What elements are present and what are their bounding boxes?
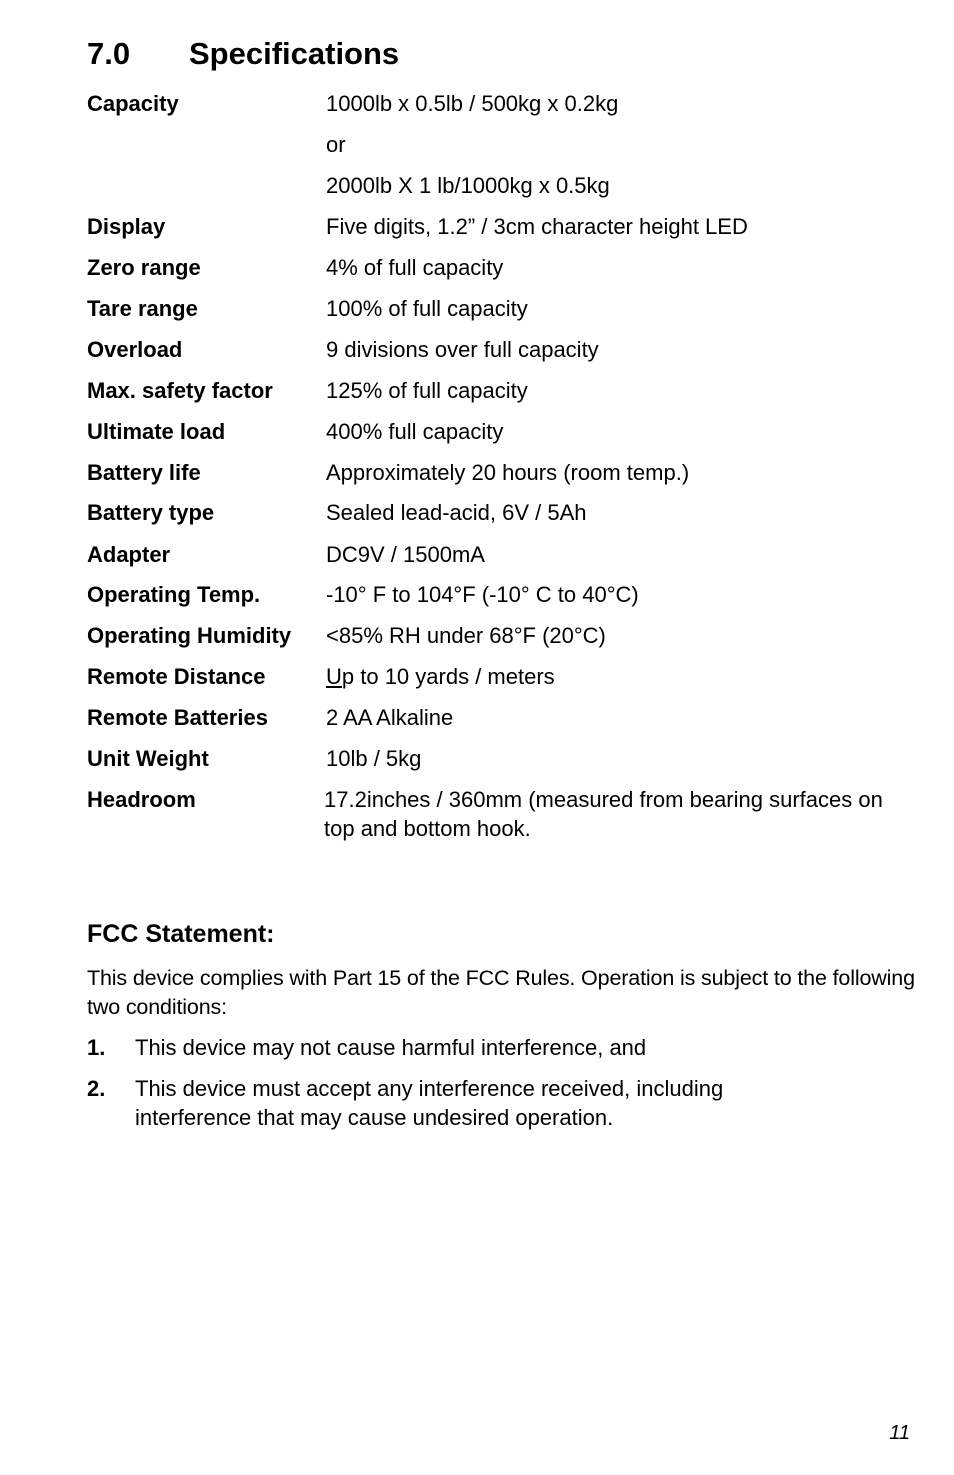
section-title: Specifications	[189, 36, 400, 71]
spec-label: Adapter	[87, 542, 171, 567]
spec-value-initial: U	[326, 664, 342, 689]
fcc-item-number: 1.	[87, 1035, 106, 1060]
spec-label: Tare range	[87, 296, 198, 321]
spec-label: Display	[87, 214, 166, 239]
spec-value	[326, 662, 926, 691]
spec-value: 2000lb X 1 lb/1000kg x 0.5kg	[326, 173, 610, 198]
spec-label: Capacity	[87, 91, 179, 116]
spec-value: DC9V / 1500mA	[326, 542, 485, 567]
section-number: 7.0	[87, 36, 131, 71]
spec-label: Headroom	[87, 787, 196, 812]
spec-label: Battery life	[87, 460, 201, 485]
spec-label: Remote Distance	[87, 664, 266, 689]
fcc-item-number: 2.	[87, 1076, 106, 1101]
fcc-item-text: This device must accept any interference received, including interference that may cause undesired operation.	[135, 1076, 724, 1130]
fcc-heading: FCC Statement:	[87, 920, 275, 948]
spec-value: 9 divisions over full capacity	[326, 337, 599, 362]
page-number: 11	[889, 1422, 910, 1444]
spec-label: Operating Humidity	[87, 623, 292, 648]
spec-value: <85% RH under 68°F (20°C)	[326, 623, 606, 648]
spec-label: Ultimate load	[87, 419, 226, 444]
spec-value: 400% full capacity	[326, 419, 504, 444]
spec-label: Max. safety factor	[87, 378, 273, 403]
spec-label: Remote Batteries	[87, 705, 268, 730]
spec-value: Sealed lead-acid, 6V / 5Ah	[326, 500, 587, 525]
spec-label: Overload	[87, 337, 183, 362]
spec-value: 2 AA Alkaline	[326, 705, 454, 730]
spec-label: Battery type	[87, 500, 215, 525]
spec-value: or	[326, 132, 346, 157]
spec-value: 1000lb x 0.5lb / 500kg x 0.2kg	[326, 91, 619, 116]
spec-label: Unit Weight	[87, 746, 209, 771]
spec-value: -10° F to 104°F (-10° C to 40°C)	[326, 582, 639, 607]
spec-value: 4% of full capacity	[326, 255, 504, 280]
spec-value: 17.2inches / 360mm (measured from bearing surfaces on top and bottom hook.	[324, 787, 883, 841]
spec-value: Approximately 20 hours (room temp.)	[326, 460, 690, 485]
fcc-item-text: This device may not cause harmful interference, and	[135, 1035, 647, 1060]
fcc-intro: This device complies with Part 15 of the FCC Rules. Operation is subject to the following two conditions:	[87, 966, 915, 1019]
spec-value: 125% of full capacity	[326, 378, 528, 403]
spec-value: Five digits, 1.2” / 3cm character height LED	[326, 214, 748, 239]
spec-value-rest: p to 10 yards / meters	[341, 664, 555, 689]
spec-label: Operating Temp.	[87, 582, 261, 607]
spec-label: Zero range	[87, 255, 201, 280]
spec-value: 100% of full capacity	[326, 296, 528, 321]
spec-value: 10lb / 5kg	[326, 746, 422, 771]
section-heading	[87, 34, 399, 74]
